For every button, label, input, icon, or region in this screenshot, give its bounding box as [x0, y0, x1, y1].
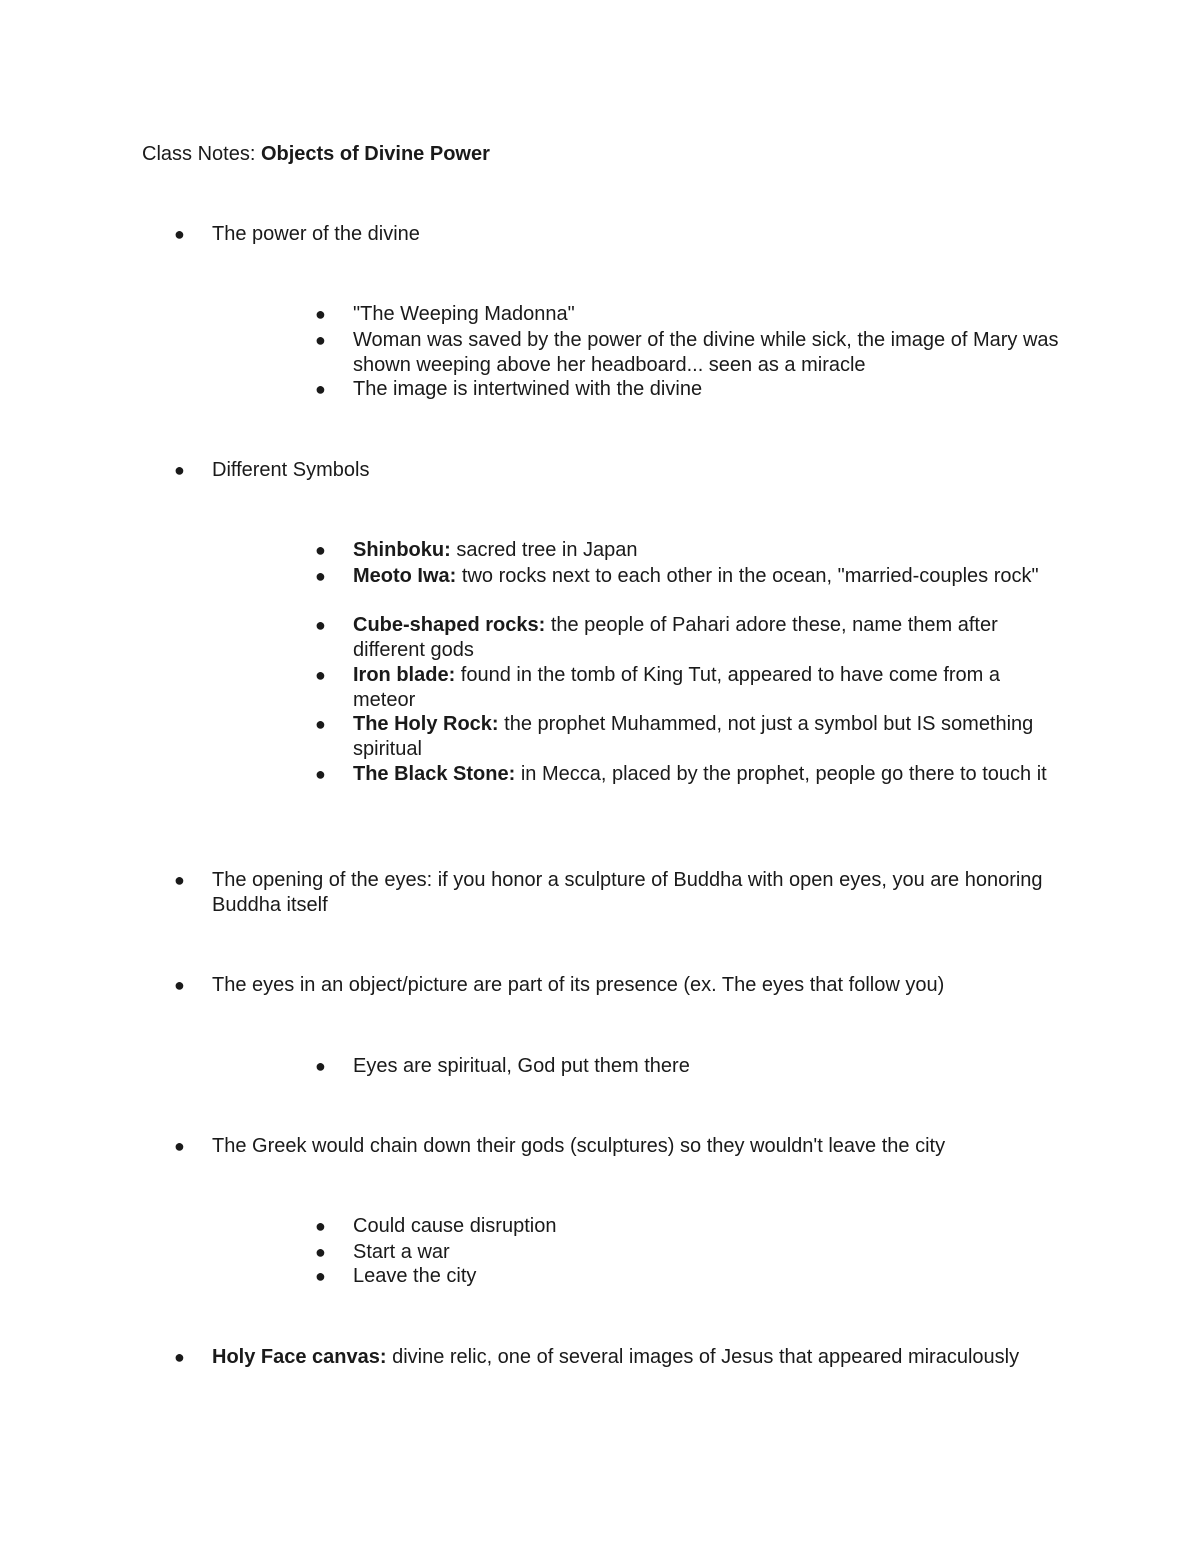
- sub-list-item: ● The image is intertwined with the divine: [315, 378, 703, 400]
- sub-list-item: ● Could cause disruption: [315, 1215, 557, 1237]
- bullet-icon: ●: [174, 975, 185, 995]
- title-text: Objects of Divine Power: [260, 143, 490, 165]
- list-item: ● The power of the divine: [174, 223, 420, 245]
- bullet-icon: ●: [315, 615, 326, 635]
- bullet-icon: ●: [174, 870, 185, 890]
- sub-list-item: ● Woman was saved by the power of the divine while sick, the image of Mary was shown weeping above her headboard... seen as a miracle: [315, 329, 1059, 376]
- page-title: [142, 142, 490, 167]
- bullet-icon: ●: [315, 1266, 326, 1286]
- sub-list-item: ● Eyes are spiritual, God put them there: [315, 1055, 690, 1077]
- bullet-icon: ●: [315, 1216, 326, 1236]
- bullet-icon: ●: [315, 566, 326, 586]
- list-item: ● Holy Face canvas: divine relic, one of several images of Jesus that appeared miraculously: [174, 1346, 1020, 1368]
- bullet-icon: ●: [315, 665, 326, 685]
- bullet-icon: ●: [315, 379, 326, 399]
- list-item: ● The opening of the eyes: if you honor a sculpture of Buddha with open eyes, you are honoring Buddha itself: [174, 869, 1043, 916]
- bullet-icon: ●: [315, 540, 326, 560]
- sub-list-item: ● The Black Stone: in Mecca, placed by the prophet, people go there to touch it: [315, 763, 1047, 785]
- sub-list-item: ● Meoto Iwa: two rocks next to each other in the ocean, "married-couples rock": [315, 565, 1039, 587]
- sub-list-item: ● Cube-shaped rocks: the people of Pahari adore these, name them after different gods: [315, 614, 998, 661]
- bullet-icon: ●: [315, 714, 326, 734]
- bullet-icon: ●: [174, 460, 185, 480]
- bullet-icon: ●: [174, 1136, 185, 1156]
- title-prefix: Class Notes:: [142, 143, 261, 165]
- sub-list-item: ● "The Weeping Madonna": [315, 303, 575, 325]
- bullet-icon: ●: [174, 1347, 185, 1367]
- sub-list-item: ● Start a war: [315, 1241, 450, 1263]
- sub-list-item: ● Shinboku: sacred tree in Japan: [315, 539, 638, 561]
- list-item: ● The Greek would chain down their gods (sculptures) so they wouldn't leave the city: [174, 1135, 946, 1157]
- sub-list-item: ● The Holy Rock: the prophet Muhammed, not just a symbol but IS something spiritual: [315, 713, 1034, 760]
- sub-list-item: ● Leave the city: [315, 1265, 477, 1287]
- bullet-icon: ●: [315, 330, 326, 350]
- bullet-icon: ●: [315, 1056, 326, 1076]
- list-item: ● The eyes in an object/picture are part of its presence (ex. The eyes that follow you): [174, 974, 945, 996]
- bullet-icon: ●: [315, 764, 326, 784]
- bullet-icon: ●: [315, 304, 326, 324]
- list-item: ● Different Symbols: [174, 459, 370, 481]
- bullet-icon: ●: [174, 224, 185, 244]
- bullet-icon: ●: [315, 1242, 326, 1262]
- sub-list-item: ● Iron blade: found in the tomb of King Tut, appeared to have come from a meteor: [315, 664, 1001, 711]
